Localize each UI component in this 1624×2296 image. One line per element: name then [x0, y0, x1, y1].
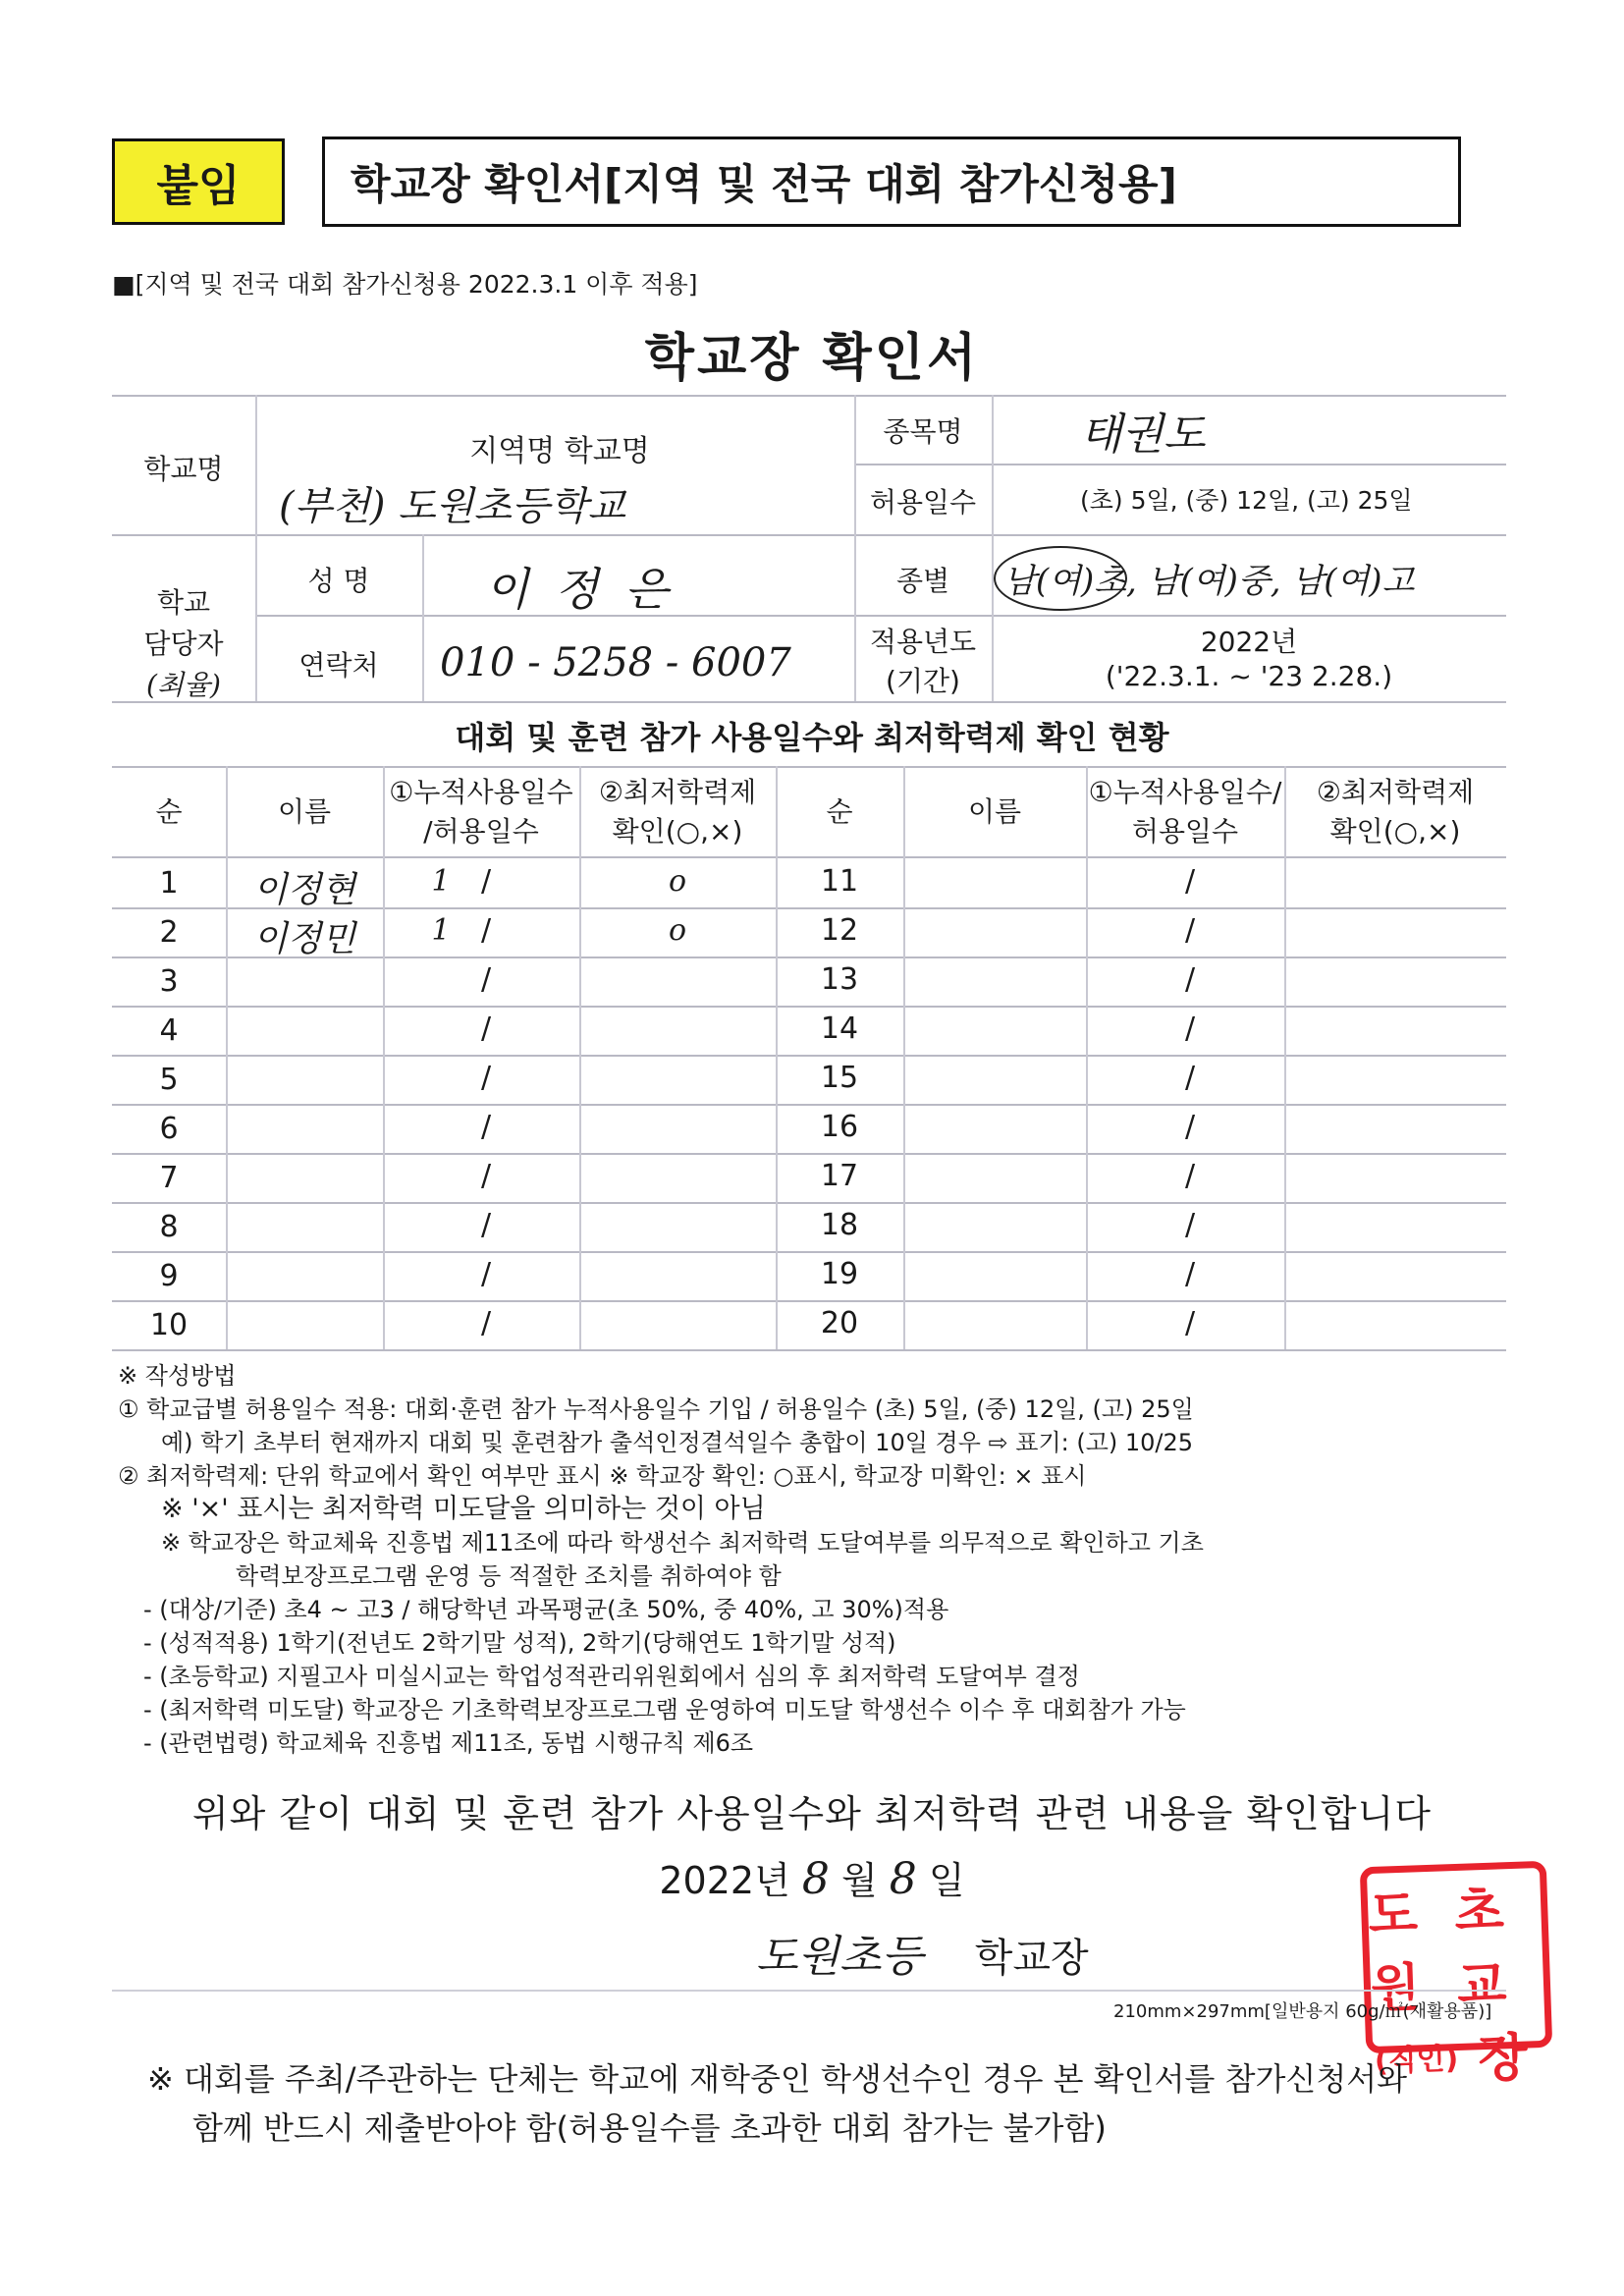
date-month: 8: [801, 1854, 830, 1904]
school-label: 학교명: [143, 453, 224, 485]
footer-line: ※ 대회를 주최/주관하는 단체는 학교에 재학중인 학생선수인 경우 본 확인서를 참가신청서와: [147, 2060, 1408, 2098]
days-slash: /: [1184, 1159, 1196, 1193]
days-slash: /: [480, 1061, 492, 1095]
table-col-3: [579, 766, 581, 1349]
allowed-days-label: 허용일수: [869, 486, 977, 519]
academic-check: o: [668, 913, 687, 948]
days-slash: /: [480, 1011, 492, 1046]
notes-line: ※ 학교장은 학교체육 진흥법 제11조에 따라 학생선수 최저학력 도달여부를 의무적으로 확인하고 기초: [161, 1529, 1204, 1557]
info-rule-mid: [112, 534, 1506, 536]
name-value: 이 정 은: [485, 563, 675, 616]
days-slash: /: [1184, 1257, 1196, 1291]
row-number: 1: [159, 866, 179, 901]
row-rule-10: [112, 1349, 1506, 1351]
row-number: 8: [159, 1210, 179, 1244]
row-number: 7: [159, 1161, 179, 1195]
table-col-5: [903, 766, 905, 1349]
info-rule-top: [112, 395, 1506, 397]
gender-circle-mark: [994, 546, 1127, 611]
days-slash: /: [1184, 1208, 1196, 1242]
official-seal: [1360, 1861, 1553, 2090]
info-rule-manager: [255, 615, 1506, 617]
table-rule-header: [112, 856, 1506, 858]
table-col-7: [1284, 766, 1286, 1349]
header-days-right-2: 허용일수: [1131, 815, 1239, 847]
apply-year-label-2: (기간): [886, 665, 960, 697]
athlete-name: 이정민: [252, 919, 356, 959]
row-number: 16: [820, 1110, 859, 1144]
days-slash: /: [1184, 1061, 1196, 1095]
info-rule-bottom: [112, 701, 1506, 703]
header-name-right: 이름: [967, 795, 1022, 828]
signer-school: 도원초등: [756, 1932, 924, 1982]
bottom-rule: [112, 1990, 1506, 1992]
row-rule-6: [112, 1153, 1506, 1155]
used-days: 1: [431, 913, 451, 948]
row-number: 6: [159, 1112, 179, 1146]
document-title: [322, 137, 1461, 227]
notes-line: 예) 학기 초부터 현재까지 대회 및 훈련참가 출석인정결석일수 총합이 10일 경우 ⇨ 표기: (고) 10/25: [161, 1429, 1194, 1456]
days-slash: /: [1184, 962, 1196, 997]
info-rule-event: [854, 464, 1506, 465]
header-acad-left-2: 확인(○,×): [612, 815, 743, 847]
academic-check: o: [668, 864, 687, 899]
notes-line: - (관련법령) 학교체육 진흥법 제11조, 동법 시행규칙 제6조: [143, 1729, 754, 1757]
header-days-left-1: ①누적사용일수: [389, 776, 573, 808]
section-title: 대회 및 훈련 참가 사용일수와 최저학력제 확인 현황: [455, 719, 1169, 756]
applicability-note: ■[지역 및 전국 대회 참가신청용 2022.3.1 이후 적용]: [112, 270, 698, 299]
header-acad-left-1: ②최저학력제: [598, 776, 757, 808]
signer: [756, 1921, 1089, 1984]
row-rule-7: [112, 1202, 1506, 1204]
days-slash: /: [1184, 1306, 1196, 1340]
seal-char: 도원: [1367, 1885, 1422, 2020]
document-title-text: 학교장 확인서[지역 및 전국 대회 참가신청용]: [351, 160, 1177, 208]
date-day-unit: 일: [928, 1859, 965, 1902]
row-number: 13: [820, 962, 859, 997]
notes-line: ① 학교급별 허용일수 적용: 대회·훈련 참가 누적사용일수 기입 / 허용일수 (초) 5일, (중) 12일, (고) 25일: [118, 1395, 1194, 1423]
manager-label-3: (최율): [146, 669, 221, 701]
apply-year-value-1: 2022년: [1200, 626, 1298, 658]
row-number: 20: [820, 1306, 859, 1340]
row-number: 10: [149, 1308, 189, 1342]
school-value: (부천) 도원초등학교: [279, 484, 626, 529]
notes-line: - (성적적용) 1학기(전년도 2학기말 성적), 2학기(당해연도 1학기말 성적): [143, 1629, 896, 1657]
header-seq-left: 순: [155, 795, 183, 828]
apply-year-label-1: 적용년도: [869, 626, 977, 658]
days-slash: /: [1184, 1011, 1196, 1046]
row-number: 4: [159, 1013, 179, 1048]
table-col-2: [383, 766, 385, 1349]
row-number: 3: [159, 964, 179, 999]
days-slash: /: [480, 1110, 492, 1144]
date-month-unit: 월: [840, 1859, 878, 1902]
row-rule-3: [112, 1006, 1506, 1008]
notes-line: - (초등학교) 지필고사 미실시교는 학업성적관리위원회에서 심의 후 최저학력 도달여부 결정: [143, 1663, 1080, 1690]
header-days-right-1: ①누적사용일수/: [1088, 776, 1282, 808]
table-rule-top: [112, 766, 1506, 768]
header-days-left-2: /허용일수: [423, 815, 539, 847]
used-days: 1: [431, 864, 451, 899]
table-col-1: [226, 766, 228, 1349]
table-col-6: [1086, 766, 1088, 1349]
row-rule-4: [112, 1055, 1506, 1057]
row-rule-9: [112, 1300, 1506, 1302]
seal-char: (직인): [1374, 2041, 1459, 2079]
gender-label: 종별: [895, 565, 950, 597]
notes-line: - (대상/기준) 초4 ~ 고3 / 해당학년 과목평균(초 50%, 중 40%, 고 30%)적용: [143, 1596, 949, 1623]
header-name-left: 이름: [277, 795, 332, 828]
header-acad-right-1: ②최저학력제: [1316, 776, 1475, 808]
manager-label-1: 학교: [156, 586, 211, 619]
notes-line: ② 최저학력제: 단위 학교에서 확인 여부만 표시 ※ 학교장 확인: ○표시, 학교장 미확인: × 표시: [118, 1462, 1087, 1490]
athlete-name: 이정현: [252, 870, 356, 910]
attachment-badge: 붙임: [112, 138, 285, 225]
signer-title: 학교장: [974, 1936, 1089, 1981]
paper-spec: 210mm×297mm[일반용지 60g/㎡(재활용품)]: [1113, 2001, 1492, 2022]
apply-year-value-2: ('22.3.1. ~ '23 2.28.): [1105, 660, 1393, 692]
row-number: 19: [820, 1257, 859, 1291]
seal-char: 초교: [1453, 1882, 1508, 2016]
writing-instructions: [118, 1359, 1512, 1760]
days-slash: /: [480, 1159, 492, 1193]
row-number: 2: [159, 915, 179, 950]
days-slash: /: [1184, 913, 1196, 948]
days-slash: /: [1184, 864, 1196, 899]
confirmation-statement: 위와 같이 대회 및 훈련 참가 사용일수와 최저학력 관련 내용을 확인합니다: [191, 1792, 1433, 1835]
region-school-label: 지역명 학교명: [469, 434, 650, 468]
manager-label-2: 담당자: [143, 628, 224, 660]
date-day: 8: [889, 1854, 917, 1904]
row-number: 5: [159, 1063, 179, 1097]
days-slash: /: [480, 1257, 492, 1291]
contact-label: 연락처: [298, 649, 379, 682]
row-number: 17: [820, 1159, 859, 1193]
days-slash: /: [480, 1306, 492, 1340]
days-slash: /: [480, 962, 492, 997]
row-number: 11: [820, 864, 859, 899]
notes-line: - (최저학력 미도달) 학교장은 기초학력보장프로그램 운영하여 미도달 학생선수 이수 후 대회참가 가능: [143, 1696, 1186, 1723]
event-value: 태권도: [1080, 410, 1206, 460]
row-number: 14: [820, 1011, 859, 1046]
row-rule-5: [112, 1104, 1506, 1106]
name-label: 성 명: [307, 565, 370, 597]
days-slash: /: [480, 864, 492, 899]
header-seq-right: 순: [826, 795, 853, 828]
days-slash: /: [1184, 1110, 1196, 1144]
event-label: 종목명: [883, 415, 963, 448]
info-col-divider-2: [422, 534, 424, 701]
footer-line: 함께 반드시 제출받아야 함(허용일수를 초과한 대회 참가는 불가함): [192, 2109, 1107, 2147]
row-number: 15: [820, 1061, 859, 1095]
row-rule-8: [112, 1251, 1506, 1253]
date-year: 2022년: [659, 1859, 790, 1902]
notes-line: 학력보장프로그램 운영 등 적절한 조치를 취하여야 함: [236, 1562, 782, 1590]
seal-char: 장: [1477, 2028, 1529, 2090]
gender-value: 남(여)초, 남(여)중, 남(여)고: [1003, 562, 1415, 601]
row-number: 9: [159, 1259, 179, 1293]
days-slash: /: [480, 1208, 492, 1242]
header-acad-right-2: 확인(○,×): [1329, 815, 1461, 847]
notes-line: ※ '×' 표시는 최저학력 미도달을 의미하는 것이 아님: [161, 1494, 766, 1524]
contact-value: 010 - 5258 - 6007: [440, 640, 791, 685]
allowed-days-value: (초) 5일, (중) 12일, (고) 25일: [1080, 486, 1413, 515]
row-number: 12: [820, 913, 859, 948]
main-title: 학교장 확인서: [644, 329, 980, 388]
notes-heading: ※ 작성방법: [118, 1362, 237, 1390]
row-number: 18: [820, 1208, 859, 1242]
days-slash: /: [480, 913, 492, 948]
submission-note: [147, 2054, 1522, 2153]
